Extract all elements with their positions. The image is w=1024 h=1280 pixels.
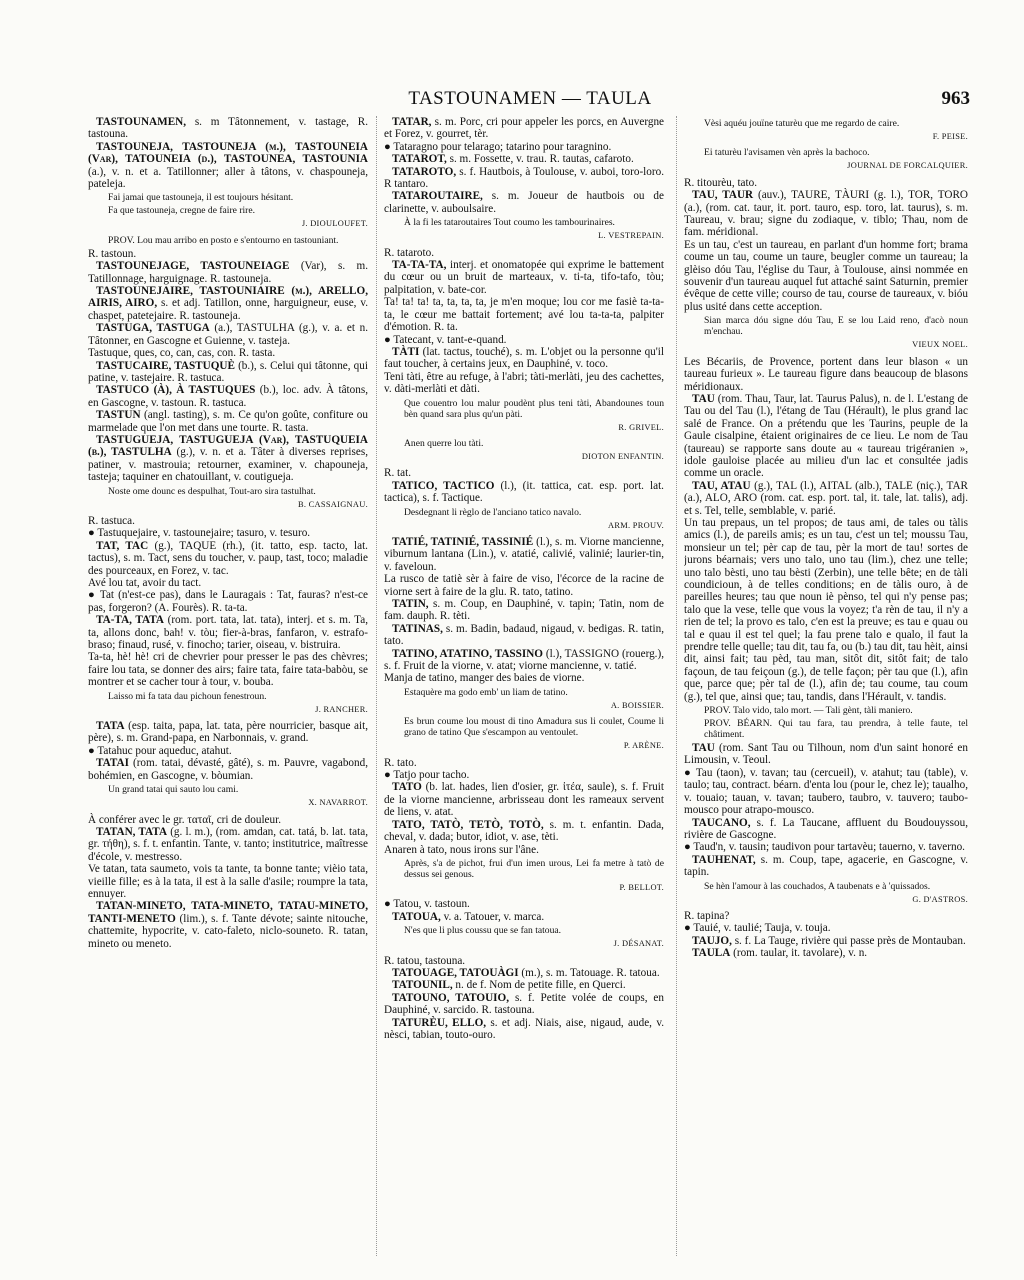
- definition-text: R. tataroto.: [384, 246, 435, 259]
- citation: Desdegnant li règlo de l'anciano tatico navalo.: [404, 506, 582, 518]
- citation: Un grand tatai qui sauto lou cami.: [108, 784, 239, 796]
- entry-paragraph: [684, 767, 968, 817]
- definition-text: R. titourèu, tato.: [684, 176, 758, 189]
- entry-paragraph: [88, 745, 368, 757]
- definition-text: Manja de tatino, manger des baies de viorne.: [384, 672, 585, 685]
- definition-text: ● Tastuquejaire, v. tastounejaire; tasuro, v. tesuro.: [88, 527, 311, 540]
- citation: Vèsi aquéu jouïne taturèu que me regardo de caire.: [704, 118, 900, 129]
- definition-text: Ta-ta, hè! hè! cri de chevrier pour presser le pas des chèvres; faire lou tata, se donner des airs; faire tata, faire tata-babòu, se montrer et se cacher tour à tour, v. bouba.: [88, 651, 368, 689]
- headword: TATIÉ, TATINIÉ, TASSINIÉ: [392, 535, 534, 548]
- definition-text: R. tat.: [384, 467, 412, 480]
- definition-text: ● Tatecant, v. tant-e-quand.: [384, 333, 507, 346]
- definition-text: ● Tatahuc pour aqueduc, atahut.: [88, 744, 232, 757]
- definition-text: Teni tàti, être au refuge, à l'abri; tàti-merlàti, jeu des cachettes, v. dàti-merlàti et dàti.: [384, 370, 664, 396]
- dictionary-entry: [384, 153, 664, 165]
- definition-text: (g.), TAL (l.), AITAL (alb.), TALE (niç.), TAR (a.), ALO, ARO (rom. cat. esp. port. tal, it. tale, lat. talis), adj. et s. Tel, telle, semblable, v. parié.: [684, 479, 968, 517]
- entry-paragraph: [384, 844, 664, 856]
- definition-text: ● Tatjo pour tacho.: [384, 769, 470, 782]
- definition-text: ● Tataragno pour telarago; tatarino pour taragnino.: [384, 140, 612, 153]
- column-left: [88, 116, 368, 1256]
- entry-columns: [88, 116, 968, 1256]
- dictionary-entry: [88, 141, 368, 191]
- entry-paragraph: [384, 672, 664, 684]
- entry-paragraph: [88, 651, 368, 688]
- definition-text: s. f. La Taucane, affluent du Boudouyssou, rivière de Gascogne.: [684, 816, 968, 841]
- dictionary-entry: [88, 360, 368, 385]
- entry-paragraph: [384, 141, 664, 153]
- dictionary-entry: [384, 819, 664, 844]
- definition-text: Avé lou tat, avoir du tact.: [88, 577, 202, 589]
- definition-text: Anaren à tato, nous irons sur l'âne.: [384, 843, 539, 856]
- entry-paragraph: [684, 922, 968, 934]
- headword: TATAN, TATA: [96, 825, 168, 838]
- definition-text: (a.), v. n. et a. Tatillonner; aller à tâtons, v. chaspouneja, pateleja.: [88, 165, 368, 191]
- entry-paragraph: [684, 356, 968, 393]
- entry-paragraph: [384, 296, 664, 333]
- definition-text: (g.), TAQUE (rh.), (it. tatto, esp. tacto, lat. tactus), s. m. Tact, sens du toucher, v. paup, tast, toco; maladie des pourceaux, en Forez, v. tac.: [88, 539, 368, 577]
- headword: TAU: [692, 742, 715, 755]
- headword: TASTUGA, TASTUGA: [96, 322, 210, 335]
- citation-author: J. DÉSANAT.: [613, 939, 664, 949]
- definition-text: Les Bécariis, de Provence, portent dans leur blason « un taureau furieux ». Le taureau figure dans beaucoup de blasons méridionaux.: [684, 355, 968, 393]
- citation-author: DIOTON ENFANTIN.: [581, 451, 664, 461]
- dictionary-entry: [384, 1017, 664, 1042]
- dictionary-entry: [88, 434, 368, 484]
- headword: TATURÈU, ELLO,: [392, 1016, 487, 1029]
- dictionary-entry: [88, 900, 368, 950]
- headword: TATAN-MINETO, TATA-MINETO, TATAU-MINETO, TANTI-MENETO: [88, 900, 368, 925]
- definition-text: s. f. La Tauge, rivière qui passe près de Montauban.: [731, 934, 966, 947]
- definition-text: s. m. Badin, badaud, nigaud, v. bedigas. R. tatin, tato.: [384, 622, 664, 648]
- citation-author: F. PEISE.: [932, 132, 968, 141]
- headword: TASTOUNAMEN,: [96, 116, 187, 128]
- headword: TAULA: [692, 947, 731, 960]
- column-middle: [384, 116, 664, 1256]
- headword: TATICO, TACTICO: [392, 479, 495, 492]
- definition-text: R. tato.: [384, 756, 417, 769]
- definition-text: (auv.), TAURE, TÀURI (g. l.), TOR, TORO (a.), (rom. cat. taur, it. port. tauro, esp. toro, lat. taurus), s. m. Taureau, v. brau; signe du zodiaque, v. tiblo; Thau, nom de fam. méridional.: [684, 189, 968, 239]
- definition-text: s. m. Porc, cri pour appeler les porcs, en Auvergne et Forez, v. gourret, tèr.: [384, 116, 664, 141]
- definition-text: ● Tatou, v. tastoun.: [384, 898, 470, 911]
- citation-author: P. ARÈNE.: [623, 741, 664, 751]
- dictionary-entry: [684, 854, 968, 879]
- definition-text: Es un tau, c'est un taureau, en parlant d'un homme fort; brama coume un tau, coume un taure, beugler comme un taureau; la glèiso dóu Tau, l'église du Taur, à Toulouse, ainsi nommée en souvenir d'un taureau auquel fut attaché saint Saturnin, premier évêque de cette ville; courso de tau, course de taureaux, v. bióu plus usité dans cette acception.: [684, 238, 968, 313]
- entry-paragraph: [88, 814, 368, 826]
- entry-paragraph: [88, 577, 368, 589]
- citation: Estaquère ma godo emb' un liam de tatino.: [404, 686, 568, 698]
- entry-paragraph: [384, 769, 664, 781]
- definition-text: Un tau prepaus, un tel propos; de taus ami, de tales ou tàlis amics (l.), de pareils amis; es un tau, c'est un tel; moussu Tau, monsieur un tel; pèr cap de tau, pèr la mort de tau! sortes de jurons béarnais; vers uno talo, uno tau (lim.), chez une telle; uno talo bèsti, uno tau bèsti (Zerbin), une telle bête; en de tàli coundicioun, à de telles conditions; en de tàlis ouro, à de pareilles heures; tau que noun iè pènso, tel qui n'y pense pas; talo que la vese, telle que vous la voyez; t'a rèn de tau, il n'y a rien de tel; la provo es talo, c'en est la preuve; es tau e quau ou tal e quau il est tel quel; la fau prene talo e qualo, il faut la prendre telle quelle; tau dit, tau fa, ou (b.) tau dit, tau hèit, ainsi dit, ainsi fait; tau pèd, tau man, sitôt dit, sitôt fait; de talo façoun, de tau feiçoun (g.), de telle façon; pèr tau que (l.), afin que, parce que; pèr tal de (l.), afin de; tau coume, tau coum (g.), tel que, ainsi que; tau, tandis, dans l'Hérault, v. tandis.: [684, 516, 968, 703]
- headword: TASTOUNEJA, TASTOUNEJA (m.), TASTOUNEIA (Var), TATOUNEIA (d.), TASTOUNEA, TASTOUNIA: [88, 140, 368, 166]
- definition-text: (esp. taita, papa, lat. tata, père nourricier, basque ait, père), s. m. Grand-papa, en Narbonnais, v. grand.: [88, 720, 368, 745]
- entry-paragraph: [88, 589, 368, 614]
- dictionary-entry: [384, 259, 664, 296]
- dictionary-entry: [384, 967, 664, 979]
- entry-paragraph: [684, 177, 968, 189]
- headword: TATOUA,: [392, 910, 441, 923]
- headword: TÀTI: [392, 345, 420, 358]
- entry-paragraph: [384, 334, 664, 346]
- citation-author: L. VESTREPAIN.: [598, 231, 664, 241]
- definition-text: (lim.), s. f. Tante dévote; sainte nitouche, chattemite, hypocrite, v. cato-faleto, niclo-souneto. R. tatan, mineto ou meneto.: [88, 912, 368, 950]
- headword: TAUJO,: [692, 934, 732, 947]
- headword: TAUCANO,: [692, 816, 751, 829]
- dictionary-entry: [384, 190, 664, 215]
- dictionary-entry: [88, 720, 368, 745]
- headword: TATO, TATÒ, TETÒ, TOTÒ,: [392, 818, 544, 831]
- dictionary-entry: [88, 409, 368, 434]
- definition-text: (b.), loc. adv. À tâtons, en Gascogne, v. tastoun. R. tastuca.: [88, 384, 368, 409]
- headword: TATOUNIL,: [392, 979, 453, 992]
- headword: TASTUCAIRE, TASTUQUÈ: [96, 359, 235, 372]
- citation-author: A. BOISSIER.: [610, 700, 664, 710]
- entry-paragraph: [384, 247, 664, 259]
- definition-text: s. m. Fossette, v. trau. R. tautas, cafaroto.: [446, 153, 634, 166]
- dictionary-entry: [88, 757, 368, 782]
- definition-text: ● Tat (n'est-ce pas), dans le Lauragais : Tat, fauras? n'est-ce pas, forgeron? (A. Fourès). R. ta-ta.: [88, 589, 368, 614]
- citation: PROV. BÉARN. Qui tau fara, tau prendra, à telle faute, tel châtiment.: [704, 718, 968, 741]
- definition-text: ● Taud'n, v. tausin; taudivon pour tartavèu; tauerno, v. taverno.: [684, 841, 965, 854]
- entry-paragraph: [384, 757, 664, 769]
- column-divider: [676, 116, 678, 1256]
- citation-author: P. BELLOT.: [619, 882, 664, 892]
- entry-paragraph: [384, 898, 664, 910]
- headword: TATOUNO, TATOUIO,: [392, 991, 510, 1004]
- citation: N'es que li plus coussu que se fan tatoua.: [404, 925, 562, 937]
- running-head: [90, 88, 970, 114]
- citation: PROV. Lou mau arribo en posto e s'entourno en tastouniant.: [108, 234, 339, 246]
- entry-paragraph: [88, 347, 368, 359]
- dictionary-entry: [684, 817, 968, 842]
- dictionary-entry: [88, 322, 368, 347]
- definition-text: La rusco de tatiè sèr à faire de viso, l'écorce de la racine de viorne sert à faire de la glu. R. tato, tatino.: [384, 573, 664, 598]
- headword: TATOUAGE, TATOUÀGI: [392, 966, 519, 979]
- entry-paragraph: [88, 527, 368, 539]
- entry-paragraph: [684, 841, 968, 853]
- definition-text: (Var), s. m. Tatillonnage, harguignage. R. tastouneja.: [88, 260, 368, 285]
- headword: TA-TA-TA,: [392, 259, 447, 272]
- definition-text: (l.), s. m. Viorne mancienne, viburnum lantana (Lin.), v. atatié, calivié, valinié; laurier-tin, v. faveloun.: [384, 535, 664, 573]
- definition-text: v. a. Tatouer, v. marca.: [440, 910, 545, 923]
- citation: Laisso mi fa tata dau pichoun fenestroun.: [108, 690, 267, 702]
- headword: TATAR,: [392, 116, 432, 128]
- citation-author: ARM. PROUV.: [608, 520, 664, 530]
- dictionary-entry: [684, 935, 968, 947]
- definition-text: s. m. Coup, tape, agacerie, en Gascogne, v. tapin.: [684, 853, 968, 879]
- dictionary-entry: [684, 947, 968, 959]
- definition-text: (m.), s. m. Tatouage. R. tatoua.: [518, 966, 660, 979]
- entry-paragraph: [384, 467, 664, 479]
- definition-text: R. tastoun.: [88, 247, 137, 260]
- dictionary-entry: [88, 285, 368, 322]
- headword: TATINO, ATATINO, TASSINO: [392, 647, 543, 660]
- definition-text: Ve tatan, tata saumeto, vois ta tante, ta bonne tante; vièio tata, vieille fille; es à la tata, il est à la salle d'asile; roumpre la tata, ennuyer.: [88, 863, 368, 900]
- definition-text: (lat. tactus, touché), s. m. L'objet ou la personne qu'il faut toucher, à certains jeux, en Dauphiné, v. toco.: [384, 345, 664, 371]
- entry-paragraph: [684, 517, 968, 703]
- dictionary-entry: [384, 911, 664, 923]
- citation: Fai jamai que tastouneja, il est toujours hésitant.: [108, 192, 294, 204]
- citation: À la fi les tataroutaires Tout coumo les tambourinaires.: [404, 217, 615, 229]
- definition-text: s. m. t. enfantin. Dada, cheval, v. dada; butor, idiot, v. ase, tèti.: [384, 818, 664, 844]
- citation: Sian marca dóu signe dóu Tau, E se lou Laid reno, d'acò noun m'enchau.: [704, 315, 968, 338]
- definition-text: (rom. taular, it. tavolare), v. n.: [730, 947, 868, 960]
- definition-text: Ta! ta! ta! ta, ta, ta, ta, je m'en moque; lou cor me fasiè ta-ta-ta, le cœur me battait fortement; avé lou ta-ta-ta, palpiter d'émotion. R. ta.: [384, 296, 664, 334]
- definition-text: n. de f. Nom de petite fille, en Querci.: [452, 979, 626, 992]
- headword: TATO: [392, 781, 422, 794]
- definition-text: s. et adj. Niais, aise, nigaud, aude, v. nèsci, tabian, touto-ouro.: [384, 1016, 664, 1041]
- headword: TATA: [96, 720, 125, 733]
- citation-author: B. CASSAIGNAU.: [297, 499, 368, 509]
- dictionary-entry: [384, 480, 664, 505]
- entry-paragraph: [684, 239, 968, 313]
- definition-text: (b.), s. Celui qui tâtonne, qui patine, v. tastejaire. R. tastuca.: [88, 359, 368, 384]
- definition-text: (rom. Thau, Taur, lat. Taurus Palus), n. de l. L'estang de Tau ou del Tau (l.), l'étang de Tau (Hérault), le plus grand lac salé de France. On a prétendu que les Taurins, peuple de la Gaule cisalpine, étaient originaires de ce lieu. Le nom de Tau (taureau) se rapporte sans doute au « taureau trigéranien », idole gauloise placée au milieu d'un lac et consultée jadis comme un oracle.: [684, 392, 968, 480]
- citation-author: R. GRIVEL.: [618, 422, 664, 432]
- dictionary-entry: [384, 116, 664, 141]
- definition-text: ● Tau (taon), v. tavan; tau (cercueil), v. atahut; tau (table), v. taulo; tau, contract. béarn. d'enta lou (pour le, chez le); taualho, v. touaio; tauan, v. tavan; taubero, taubro, v. tauvero; taubo-mousco pour atrapo-mousco.: [684, 766, 968, 817]
- definition-text: (g.), v. n. et a. Tâter à diverses reprises, patiner, v. mastrouia; retourner, examiner, v. chapouneja, tasteja; taquiner en chatouillant, v. coutigueja.: [88, 446, 368, 484]
- dictionary-entry: [384, 648, 664, 673]
- definition-text: s. f. Petite volée de coups, en Dauphiné, v. sarcido. R. tastouna.: [384, 991, 664, 1017]
- citation: PROV. Talo vido, talo mort. — Tali gènt, tàli maniero.: [704, 705, 913, 717]
- dictionary-entry: [88, 116, 368, 141]
- citation-author: VIEUX NOEL.: [912, 340, 968, 350]
- headword: TAU, ATAU: [692, 479, 751, 492]
- definition-text: (b. lat. hades, lien d'osier, gr. ἰτέα, saule), s. f. Fruit de la viorne mancienne, arbrisseau dont les rameaux servent de liens, v. atat.: [384, 781, 664, 819]
- definition-text: R. tapina?: [684, 909, 730, 922]
- headword: TASTUGUEJA, TASTUGUEJA (Var), TASTUQUEIA (b.), TASTULHA: [88, 433, 368, 459]
- entry-paragraph: [88, 863, 368, 900]
- definition-text: (a.), TASTULHA (g.), v. a. et n. Tâtonner, en Gascogne et Guienne, v. tasteja.: [88, 322, 368, 347]
- definition-text: (rom. port. tata, lat. tata), interj. et s. m. Ta, ta, allons donc, bah! v. tòu; fier-à-bras, fanfaron, v. estrafo-braso; finaud, rusé, v. finocho; tarier, oiseau, v. bistruira.: [88, 614, 368, 652]
- definition-text: R. tatou, tastouna.: [384, 954, 466, 967]
- dictionary-entry: [88, 260, 368, 285]
- entry-paragraph: [88, 515, 368, 527]
- dictionary-entry: [684, 393, 968, 480]
- definition-text: s. et adj. Tatillon, onne, harguigneur, euse, v. chaspet, patetejaire. R. tastouneja.: [88, 297, 368, 322]
- dictionary-entry: [88, 826, 368, 863]
- dictionary-entry: [384, 598, 664, 623]
- entry-paragraph: [684, 910, 968, 922]
- dictionary-entry: [684, 742, 968, 767]
- definition-text: s. m. Joueur de hautbois ou de clarinette, v. auboulsaire.: [384, 190, 664, 215]
- citation-author: J. RANCHER.: [315, 704, 368, 714]
- citation: Ei taturèu l'avisamen vèn après la bachoco.: [704, 147, 870, 159]
- definition-text: Tastuque, ques, co, can, cas, con. R. tasta.: [88, 347, 276, 360]
- headword: TATAI: [96, 757, 129, 770]
- entry-paragraph: [384, 955, 664, 967]
- entry-paragraph: [88, 248, 368, 260]
- citation: Fa que tastouneja, cregne de faire rire.: [108, 205, 256, 217]
- dictionary-entry: [384, 979, 664, 991]
- citation: Après, s'a de pichot, frui d'un imen urous, Lei fa metre à tatò de dessus sei genous.: [404, 857, 664, 880]
- headword: TATIN,: [392, 598, 429, 610]
- headword: TAU: [692, 392, 715, 405]
- dictionary-entry: [384, 166, 664, 191]
- citation-author: J. DIOULOUFET.: [301, 219, 368, 229]
- definition-text: (l.), (it. tattica, cat. esp. port. lat. tactica), s. f. Tactique.: [384, 479, 664, 505]
- definition-text: s. f. Hautbois, à Toulouse, v. auboi, toro-loro. R tantaro.: [384, 165, 664, 191]
- definition-text: R. tastuca.: [88, 514, 135, 527]
- definition-text: (rom. tatai, dévasté, gâté), s. m. Pauvre, vagabond, bohémien, en Gascogne, v. bòumian.: [88, 757, 368, 782]
- headword: TATAROUTAIRE,: [392, 190, 483, 203]
- dictionary-entry: [684, 189, 968, 239]
- dictionary-entry: [88, 384, 368, 409]
- dictionary-entry: [384, 346, 664, 371]
- dictionary-entry: [384, 781, 664, 818]
- dictionary-entry: [384, 536, 664, 573]
- column-divider: [376, 116, 378, 1256]
- headword: TAUHENAT,: [692, 853, 756, 866]
- definition-text: ● Tauié, v. taulié; Tauja, v. touja.: [684, 922, 831, 935]
- definition-text: interj. et onomatopée qui exprime le battement du cœur ou un bruit de marteaux, v. ti-ta, tifo-tafo, tòu; palpitation, v. bate-cor.: [384, 259, 664, 296]
- entry-paragraph: [384, 371, 664, 396]
- headword: TATAROT,: [392, 153, 447, 166]
- definition-text: (rom. Sant Tau ou Tilhoun, nom d'un saint honoré en Limousin, v. Teoul.: [684, 742, 968, 767]
- definition-text: s. m Tâtonnement, v. tastage, R. tastouna.: [88, 116, 368, 141]
- headword: TATAROTO,: [392, 165, 457, 178]
- citation: Se hèn l'amour à las couchados, A taubenats e à 'quissados.: [704, 880, 931, 892]
- headword: TAU, TAUR: [692, 189, 754, 202]
- headword: TASTUCO (À), À TASTUQUES: [96, 384, 256, 397]
- headword: TASTOUNEJAGE, TASTOUNEIAGE: [96, 260, 290, 273]
- citation: Noste ome dounc es despulhat, Tout-aro sira tastulhat.: [108, 485, 316, 497]
- dictionary-entry: [384, 623, 664, 648]
- entry-paragraph: [384, 573, 664, 598]
- page-title: TASTOUNAMEN — TAULA: [408, 88, 652, 109]
- dictionary-entry: [88, 540, 368, 577]
- definition-text: (angl. tasting), s. m. Ce qu'on goûte, confiture ou marmelade que l'on met dans une tourte. R. tasta.: [88, 409, 368, 434]
- citation: Anen querre lou tàti.: [404, 437, 484, 449]
- citation-author: G. D'ASTROS.: [912, 894, 968, 904]
- dictionary-entry: [384, 992, 664, 1017]
- headword: TATINAS,: [392, 622, 443, 635]
- definition-text: À conférer avec le gr. ταταῖ, cri de douleur.: [88, 813, 282, 826]
- definition-text: (g. l. m.), (rom. amdan, cat. tatá, b. lat. tata, gr. τήθη), s. f. t. enfantin. Tante, v. tanto; institutrice, maîtresse d'école, v. mestresso.: [88, 825, 368, 863]
- citation-author: JOURNAL DE FORCALQUIER.: [847, 161, 968, 171]
- headword: TASTUN: [96, 409, 141, 422]
- citation: Es brun coume lou moust di tino Amadura sus li coulet, Coume li grano de tatino Que s'escampon au ventoulet.: [404, 716, 664, 739]
- column-right: [684, 116, 968, 1256]
- definition-text: s. m. Coup, en Dauphiné, v. tapin; Tatin, nom de fam. dauph. R. tèti.: [384, 598, 664, 623]
- headword: TASTOUNEJAIRE, TASTOUNIAIRE (m.), ARELLO, AIRIS, AIRO,: [88, 285, 368, 310]
- dictionary-entry: [88, 614, 368, 651]
- citation-author: X. NAVARROT.: [308, 798, 368, 808]
- headword: TA-TA, TATA: [96, 614, 164, 627]
- citation: Que couentro lou malur poudènt plus teni tàti, Abandounes toun bèn quand sara plus qu'un pàti.: [404, 397, 664, 420]
- dictionary-entry: [684, 480, 968, 517]
- definition-text: (l.), TASSIGNO (rouerg.), s. f. Fruit de la viorne, v. atat; viorne mancienne, v. tatié.: [384, 647, 664, 673]
- page-number: 963: [941, 88, 970, 109]
- headword: TAT, TAC: [96, 539, 149, 552]
